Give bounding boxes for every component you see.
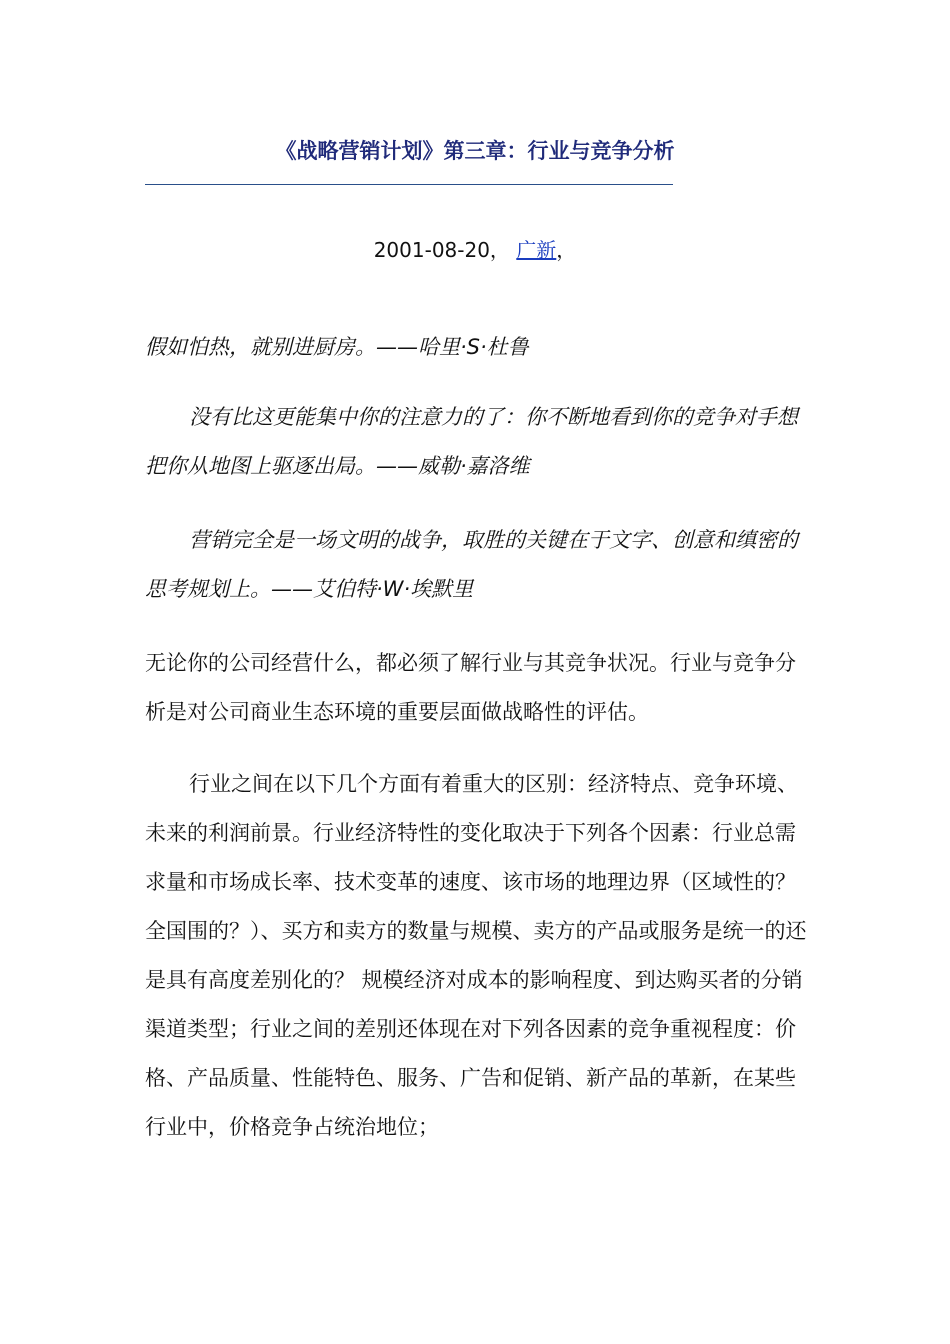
author-suffix: ，: [556, 238, 577, 262]
body-paragraph-2: 行业之间在以下几个方面有着重大的区别：经济特点、竞争环境、未来的利润前景。行业经济特性的变化取决于下列各个因素：行业总需求量和市场成长率、技术变革的速度、该市场的地理边界（区域性的？全国围的？）、买方和卖方的数量与规模、卖方的产品或服务是统一的还是具有高度差别化的？ 规模经济对成本的影响程度、到达购买者的分销渠道类型；行业之间的差别还体现在对下列各因素的竞争重视程度：价格、产品质量、性能特色、服务、广告和促销、新产品的革新，在某些行业中，价格竞争占统治地位；: [145, 772, 807, 1139]
title-divider: [145, 184, 673, 185]
document-title: 《战略营销计划》第三章：行业与竞争分析: [275, 139, 675, 163]
publish-date: 2001-08-20，: [373, 238, 510, 262]
epigraph-quote-2: 没有比这更能集中你的注意力的了：你不断地看到你的竞争对手想把你从地图上驱逐出局。——威勒·嘉洛维: [145, 405, 798, 478]
epigraph-quote-3: 营销完全是一场文明的战争，取胜的关键在于文字、创意和缜密的思考规划上。——艾伯特·W·埃默里: [145, 528, 798, 601]
body-paragraph-1: 无论你的公司经营什么，都必须了解行业与其竞争状况。行业与竞争分析是对公司商业生态环境的重要层面做战略性的评估。: [145, 651, 796, 724]
author-link[interactable]: 广新: [516, 238, 557, 262]
epigraph-quote-1: 假如怕热，就别进厨房。——哈里·S·杜鲁: [145, 335, 529, 359]
article-meta: [0, 234, 950, 266]
